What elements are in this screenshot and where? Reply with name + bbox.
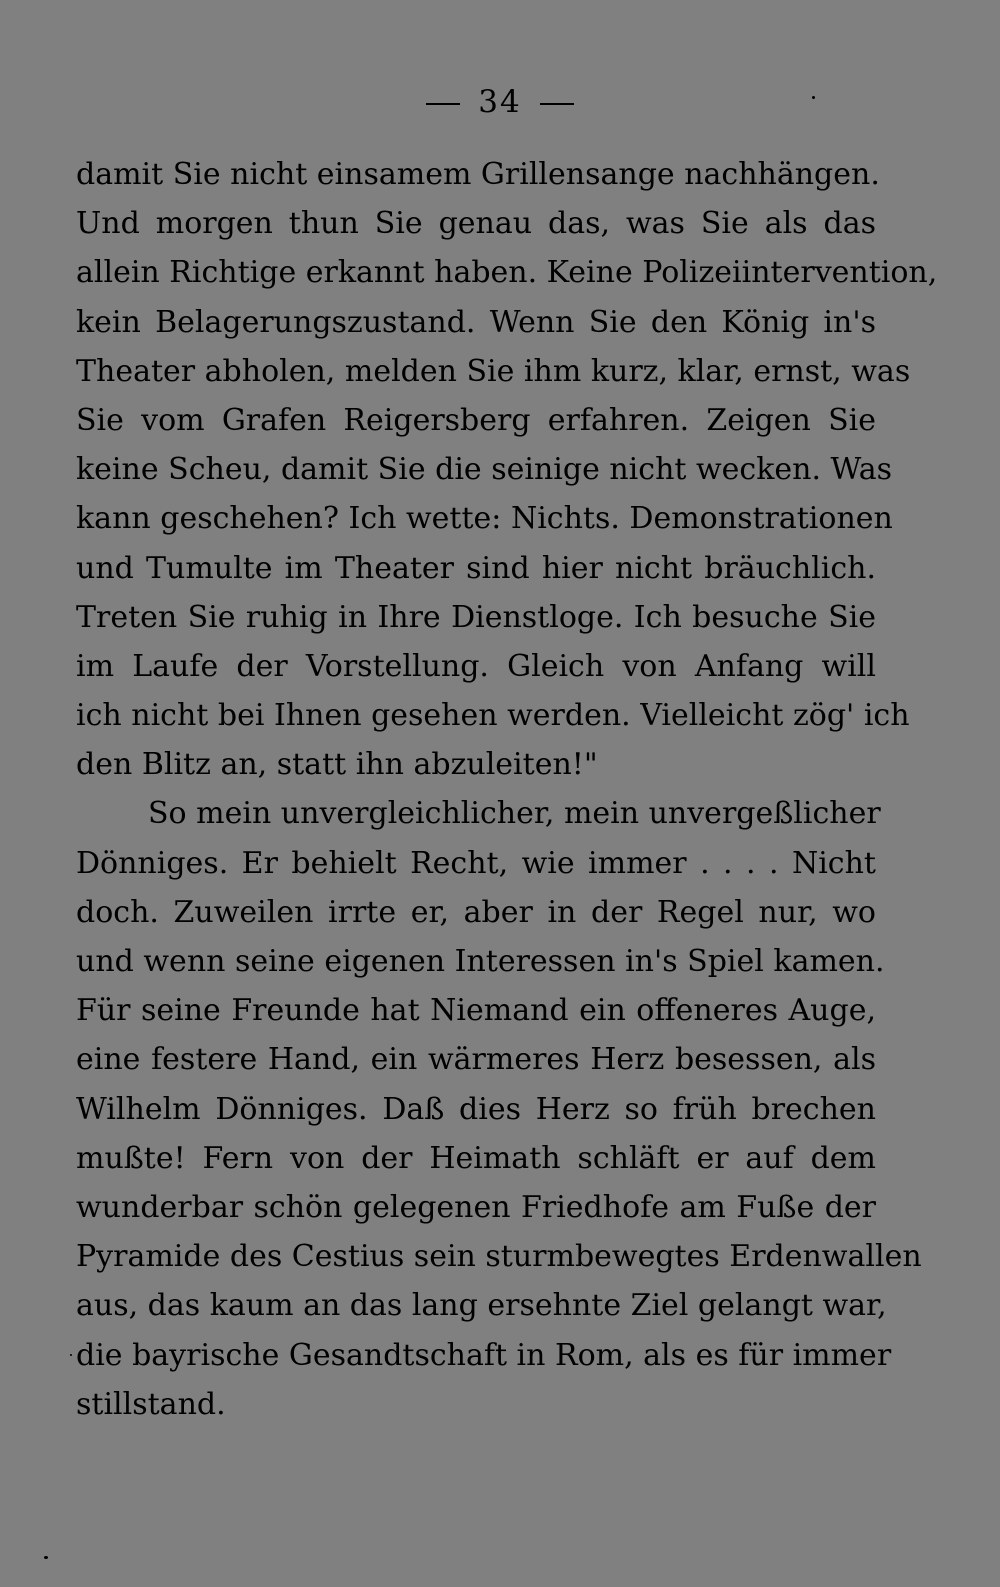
- text-line: Sie vom Grafen Reigersberg erfahren. Zeigen Sie: [76, 402, 876, 438]
- text-line: und wenn seine eigenen Interessen in's Spiel kamen.: [76, 944, 885, 979]
- header-dash-left: [426, 103, 460, 105]
- text-line: Theater abholen, melden Sie ihm kurz, klar, ernst, was: [76, 353, 911, 389]
- scan-speck: [44, 1556, 48, 1559]
- text-line: eine festere Hand, ein wärmeres Herz besessen, als: [76, 1042, 876, 1078]
- text-line: Pyramide des Cestius sein sturmbewegtes Erdenwallen: [76, 1239, 922, 1275]
- page-header: [0, 84, 1000, 120]
- text-line: wunderbar schön gelegenen Friedhofe am Fuße der: [76, 1189, 876, 1225]
- body-text: [76, 150, 938, 1429]
- text-line: kann geschehen? Ich wette: Nichts. Demonstrationen: [76, 501, 893, 537]
- text-line: aus, das kaum an das lang ersehnte Ziel gelangt war,: [76, 1288, 887, 1324]
- text-line: Für seine Freunde hat Niemand ein offeneres Auge,: [76, 993, 876, 1029]
- scan-speck: [812, 96, 815, 99]
- text-line: im Laufe der Vorstellung. Gleich von Anfang will: [76, 648, 876, 684]
- text-line: damit Sie nicht einsamem Grillensange nachhängen.: [76, 157, 880, 192]
- text-line: Treten Sie ruhig in Ihre Dienstloge. Ich besuche Sie: [76, 599, 876, 635]
- text-line: So mein unvergleichlicher, mein unvergeßlicher: [148, 796, 881, 832]
- header-dash-right: [540, 103, 574, 105]
- text-line: doch. Zuweilen irrte er, aber in der Regel nur, wo: [76, 894, 876, 930]
- scan-speck: [70, 1354, 72, 1356]
- text-line: Und morgen thun Sie genau das, was Sie als das: [76, 206, 876, 242]
- text-line: die bayrische Gesandtschaft in Rom, als es für immer: [76, 1337, 892, 1373]
- text-line: kein Belagerungszustand. Wenn Sie den König in's: [76, 304, 876, 340]
- text-line: stillstand.: [76, 1386, 226, 1422]
- text-line: Wilhelm Dönniges. Daß dies Herz so früh brechen: [76, 1091, 876, 1127]
- text-line: Dönniges. Er behielt Recht, wie immer . . . . Nicht: [76, 845, 876, 881]
- text-line: allein Richtige erkannt haben. Keine Polizeiintervention,: [76, 255, 938, 291]
- text-line: ich nicht bei Ihnen gesehen werden. Vielleicht zög' ich: [76, 698, 910, 734]
- text-line: keine Scheu, damit Sie die seinige nicht wecken. Was: [76, 452, 893, 488]
- text-line: mußte! Fern von der Heimath schläft er auf dem: [76, 1140, 876, 1176]
- page-number: 34: [478, 84, 522, 120]
- text-line: den Blitz an, statt ihn abzuleiten!": [76, 747, 598, 783]
- text-line: und Tumulte im Theater sind hier nicht bräuchlich.: [76, 550, 876, 586]
